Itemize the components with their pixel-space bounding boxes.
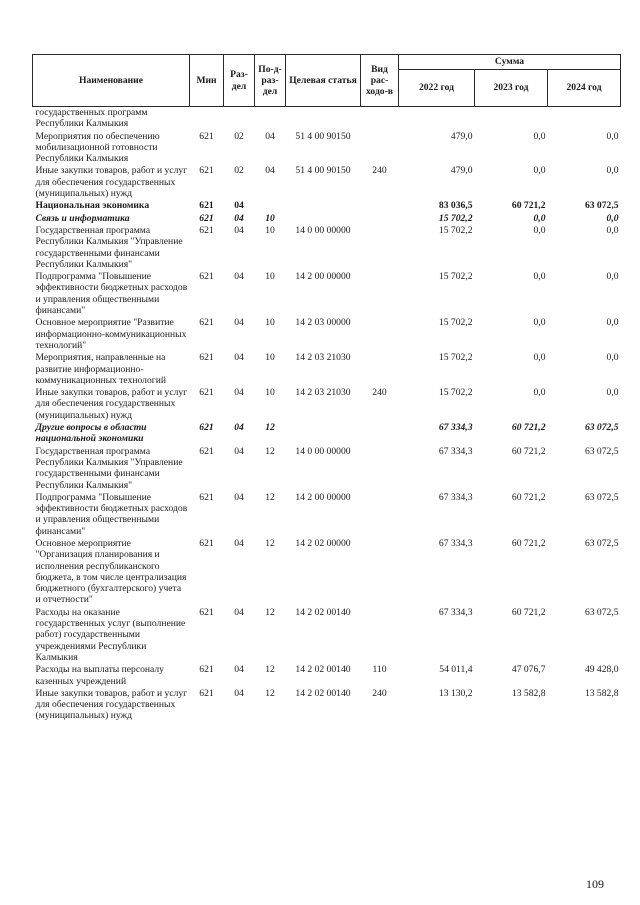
row-target-article — [286, 107, 361, 131]
row-ministry: 621 — [199, 271, 214, 283]
row-subsection: 10 — [265, 212, 275, 224]
row-sum-2024: 63 072,5 — [584, 537, 619, 549]
row-sum-2023: 60 721,2 — [511, 606, 546, 618]
row-ministry: 621 — [199, 352, 214, 364]
row-target-article: 14 0 00 00000 — [295, 445, 351, 457]
row-sum-2024: 63 072,5 — [584, 445, 619, 457]
table-row — [33, 225, 621, 271]
row-sum-2022: 15 702,2 — [438, 224, 473, 236]
row-sum-2022 — [399, 107, 475, 131]
row-target-article: 14 2 03 21030 — [295, 387, 351, 399]
table-row — [33, 271, 621, 317]
row-name: Мероприятия, направленные на развитие информационно-коммуникационных технологий — [35, 352, 166, 386]
row-ministry: 621 — [199, 664, 214, 676]
row-subsection: 10 — [265, 271, 275, 283]
page-number: 109 — [586, 877, 604, 891]
row-sum-2023: 60 721,2 — [511, 537, 546, 549]
row-expense-type — [361, 200, 399, 212]
table-row — [33, 446, 621, 492]
row-sum-2022: 67 334,3 — [438, 606, 473, 618]
header-year-2022: 2022 год — [399, 70, 475, 107]
budget-table-sheet — [32, 54, 620, 723]
row-sum-2023: 60 721,2 — [511, 422, 546, 434]
row-subsection: 12 — [265, 537, 275, 549]
row-ministry: 621 — [199, 212, 214, 224]
row-target-article — [286, 213, 361, 225]
row-ministry: 621 — [199, 445, 214, 457]
row-sum-2022: 479,0 — [450, 165, 473, 177]
header-year-2024: 2024 год — [548, 70, 621, 107]
row-target-article: 14 2 02 00140 — [295, 606, 351, 618]
row-ministry: 621 — [199, 687, 214, 699]
table-row — [33, 492, 621, 538]
table-row — [33, 213, 621, 225]
row-target-article: 14 2 02 00140 — [295, 687, 351, 699]
row-sum-2022: 13 130,2 — [438, 687, 473, 699]
row-name: Государственная программа Республики Калмыкия "Управление государственными финансами Республики Калмыкия" — [35, 445, 183, 491]
row-subsection: 12 — [265, 606, 275, 618]
table-header — [33, 55, 621, 107]
header-target-article: Целевая статья — [286, 55, 361, 107]
row-expense-type — [361, 492, 399, 538]
header-sum: Сумма — [399, 55, 621, 70]
row-name: Национальная экономика — [35, 200, 150, 212]
row-sum-2023: 0,0 — [533, 317, 546, 329]
row-ministry: 621 — [199, 387, 214, 399]
row-name: Подпрограмма "Повышение эффективности бюджетных расходов и управления общественными финансами" — [35, 271, 188, 317]
table-row — [33, 200, 621, 212]
row-subsection — [255, 107, 286, 131]
row-name: Другие вопросы в области национальной экономики — [35, 422, 147, 445]
row-sum-2024: 63 072,5 — [584, 422, 619, 434]
row-subsection: 10 — [265, 317, 275, 329]
table-row — [33, 131, 621, 166]
row-target-article: 51 4 00 90150 — [295, 130, 351, 142]
row-sum-2023: 0,0 — [533, 212, 546, 224]
row-section: 04 — [234, 537, 244, 549]
row-section: 04 — [234, 317, 244, 329]
row-sum-2024: 0,0 — [606, 212, 619, 224]
row-sum-2024: 0,0 — [606, 224, 619, 236]
row-section: 04 — [234, 212, 244, 224]
table-body — [33, 107, 621, 723]
row-ministry — [190, 107, 224, 131]
row-subsection: 12 — [265, 491, 275, 503]
row-name: Расходы на оказание государственных услуг (выполнение работ) государственными учреждениями Республики Калмыкия — [35, 606, 186, 663]
row-sum-2022: 67 334,3 — [438, 445, 473, 457]
row-sum-2023 — [475, 107, 548, 131]
row-name: Иные закупки товаров, работ и услуг для обеспечения государственных (муниципальных) нужд — [35, 687, 188, 722]
row-name: Государственная программа Республики Калмыкия "Управление государственными финансами Республики Калмыкия" — [35, 224, 183, 270]
row-sum-2024: 0,0 — [606, 130, 619, 142]
table-row — [33, 107, 621, 131]
row-sum-2023: 0,0 — [533, 271, 546, 283]
row-subsection: 10 — [265, 352, 275, 364]
row-ministry: 621 — [199, 317, 214, 329]
row-section: 02 — [234, 165, 244, 177]
row-section: 04 — [234, 606, 244, 618]
row-sum-2024: 63 072,5 — [584, 200, 619, 212]
row-sum-2024: 63 072,5 — [584, 491, 619, 503]
row-section: 04 — [234, 224, 244, 236]
row-section: 04 — [234, 387, 244, 399]
row-sum-2023: 0,0 — [533, 130, 546, 142]
row-expense-type — [361, 422, 399, 446]
row-subsection: 10 — [265, 387, 275, 399]
row-section: 04 — [234, 664, 244, 676]
row-sum-2024 — [548, 107, 621, 131]
row-expense-type — [361, 131, 399, 166]
row-sum-2023: 0,0 — [533, 387, 546, 399]
header-year-2023: 2023 год — [475, 70, 548, 107]
row-sum-2024: 0,0 — [606, 271, 619, 283]
row-subsection: 12 — [265, 445, 275, 457]
row-ministry: 621 — [199, 224, 214, 236]
row-name: государственных программ Республики Калмыкия — [35, 107, 148, 130]
row-sum-2022: 67 334,3 — [438, 422, 473, 434]
row-sum-2022: 15 702,2 — [438, 352, 473, 364]
row-subsection: 12 — [265, 422, 275, 434]
row-target-article: 14 0 00 00000 — [295, 224, 351, 236]
row-section: 04 — [234, 445, 244, 457]
row-subsection: 10 — [265, 224, 275, 236]
row-sum-2022: 54 011,4 — [439, 664, 473, 676]
row-name: Подпрограмма "Повышение эффективности бюджетных расходов и управления общественными финансами" — [35, 491, 188, 537]
row-expense-type — [361, 446, 399, 492]
row-sum-2023: 0,0 — [533, 352, 546, 364]
row-name: Связь и информатика — [35, 212, 130, 224]
row-sum-2022: 15 702,2 — [438, 317, 473, 329]
row-sum-2024: 63 072,5 — [584, 606, 619, 618]
row-name: Иные закупки товаров, работ и услуг для обеспечения государственных (муниципальных) нужд — [35, 165, 188, 200]
row-ministry: 621 — [199, 606, 214, 618]
row-subsection: 12 — [265, 687, 275, 699]
row-sum-2023: 0,0 — [533, 224, 546, 236]
row-expense-type — [361, 538, 399, 607]
row-sum-2023: 13 582,8 — [511, 687, 546, 699]
row-subsection — [255, 200, 286, 212]
row-sum-2022: 67 334,3 — [438, 491, 473, 503]
row-ministry: 621 — [199, 422, 214, 434]
row-sum-2023: 60 721,2 — [511, 491, 546, 503]
row-subsection: 04 — [265, 130, 275, 142]
row-ministry: 621 — [199, 200, 214, 212]
row-subsection: 12 — [265, 664, 275, 676]
row-name: Основное мероприятие "Организация планирования и исполнения республиканского бюджета, в том числе централизация бюджетного (бухгалтерского) учета и отчетности" — [35, 537, 187, 606]
row-name: Основное мероприятие "Развитие информационно-коммуникационных технологий" — [35, 317, 187, 351]
row-target-article: 14 2 03 00000 — [295, 317, 351, 329]
header-name: Наименование — [33, 55, 190, 107]
row-sum-2022: 479,0 — [450, 130, 473, 142]
row-sum-2022: 83 036,5 — [438, 200, 473, 212]
row-ministry: 621 — [199, 165, 214, 177]
row-section: 04 — [234, 687, 244, 699]
row-expense-type — [361, 225, 399, 271]
header-min: Мин — [190, 55, 224, 107]
budget-table — [32, 54, 621, 723]
row-sum-2024: 49 428,0 — [584, 664, 619, 676]
row-expense-type — [361, 607, 399, 664]
row-ministry: 621 — [199, 491, 214, 503]
row-section — [224, 107, 255, 131]
row-target-article: 14 2 00 00000 — [295, 491, 351, 503]
row-sum-2023: 0,0 — [533, 165, 546, 177]
table-row — [33, 387, 621, 422]
header-razdel: Раз-дел — [224, 55, 255, 107]
table-row — [33, 688, 621, 723]
row-sum-2024: 0,0 — [606, 165, 619, 177]
row-section: 02 — [234, 130, 244, 142]
row-sum-2024: 0,0 — [606, 387, 619, 399]
row-section: 04 — [234, 352, 244, 364]
row-expense-type: 240 — [372, 687, 387, 699]
header-podrazdel: По-д-раз-дел — [255, 55, 286, 107]
row-target-article: 14 2 02 00000 — [295, 537, 351, 549]
row-expense-type: 240 — [372, 387, 387, 399]
row-sum-2024: 0,0 — [606, 352, 619, 364]
row-expense-type — [361, 107, 399, 131]
row-target-article — [286, 200, 361, 212]
row-sum-2022: 15 702,2 — [438, 271, 473, 283]
row-name: Расходы на выплаты персоналу казенных учреждений — [35, 664, 164, 687]
row-subsection: 04 — [265, 165, 275, 177]
table-row — [33, 317, 621, 352]
row-target-article: 14 2 03 21030 — [295, 352, 351, 364]
row-expense-type: 110 — [372, 664, 387, 676]
table-row — [33, 538, 621, 607]
table-row — [33, 352, 621, 387]
row-sum-2024: 13 582,8 — [584, 687, 619, 699]
table-row — [33, 165, 621, 200]
header-expense-type: Вид рас-ходо-в — [361, 55, 399, 107]
row-ministry: 621 — [199, 537, 214, 549]
row-target-article — [286, 422, 361, 446]
row-sum-2022: 15 702,2 — [438, 387, 473, 399]
row-sum-2022: 15 702,2 — [438, 212, 473, 224]
row-name: Иные закупки товаров, работ и услуг для обеспечения государственных (муниципальных) нужд — [35, 387, 188, 421]
row-section: 04 — [234, 271, 244, 283]
row-section: 04 — [234, 200, 244, 212]
row-section: 04 — [234, 422, 244, 434]
row-expense-type — [361, 352, 399, 387]
row-target-article: 51 4 00 90150 — [295, 165, 351, 177]
row-ministry: 621 — [199, 130, 214, 142]
row-expense-type — [361, 317, 399, 352]
row-sum-2022: 67 334,3 — [438, 537, 473, 549]
row-target-article: 14 2 02 00140 — [295, 664, 351, 676]
row-sum-2023: 60 721,2 — [511, 200, 546, 212]
table-row — [33, 664, 621, 688]
row-name: Мероприятия по обеспечению мобилизационной готовности Республики Калмыкия — [35, 130, 160, 165]
row-expense-type — [361, 213, 399, 225]
row-sum-2023: 47 076,7 — [511, 664, 546, 676]
row-target-article: 14 2 00 00000 — [295, 271, 351, 283]
row-sum-2023: 60 721,2 — [511, 445, 546, 457]
row-expense-type: 240 — [372, 165, 387, 177]
row-section: 04 — [234, 491, 244, 503]
row-expense-type — [361, 271, 399, 317]
row-sum-2024: 0,0 — [606, 317, 619, 329]
table-row — [33, 422, 621, 446]
table-row — [33, 607, 621, 664]
